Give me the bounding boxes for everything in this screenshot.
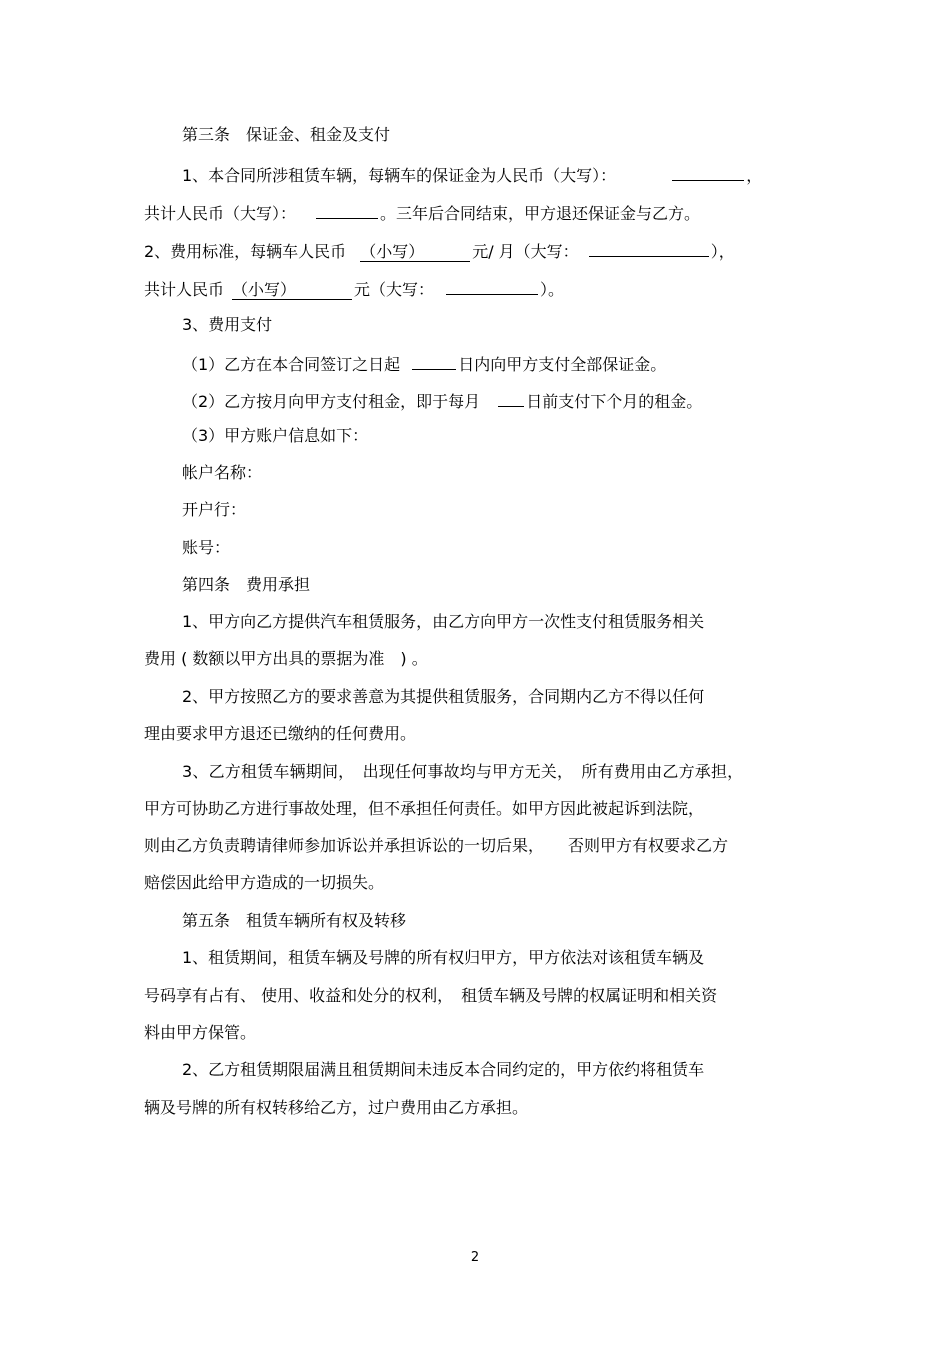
total-small-blank: （小写） <box>232 281 352 300</box>
deposit-blank-total <box>316 200 378 219</box>
article3-heading: 第三条 保证金、租金及支付 <box>182 125 391 144</box>
article3-item1-line2: 共计人民币（大写）： 。三年后合同结束，甲方退还保证金与乙方。 <box>144 200 700 222</box>
account-bank-label: 开户行： <box>182 500 247 519</box>
article5-p1-line3: 料由甲方保管。 <box>144 1023 257 1042</box>
rent-day-blank <box>498 388 524 407</box>
article3-item1-line1: 1、本合同所涉租赁车辆，每辆车的保证金为人民币（大写）： ， <box>182 162 762 184</box>
page-number: 2 <box>470 1250 480 1265</box>
article5-p2-line1: 2、乙方租赁期限届满且租赁期间未违反本合同约定的，甲方依约将租赁车 <box>182 1060 705 1079</box>
article4-heading: 第四条 费用承担 <box>182 575 311 594</box>
fee-large-blank <box>589 238 709 257</box>
article4-p1-line1: 1、甲方向乙方提供汽车租赁服务，由乙方向甲方一次性支付租赁服务相关 <box>182 612 705 631</box>
article5-p1-line1: 1、租赁期间，租赁车辆及号牌的所有权归甲方，甲方依法对该租赁车辆及 <box>182 948 705 967</box>
article4-p3-line3: 则由乙方负责聘请律师参加诉讼并承担诉讼的一切后果， 否则甲方有权要求乙方 <box>144 836 729 855</box>
payment-item-2: （2）乙方按月向甲方支付租金，即于每月 日前支付下个月的租金。 <box>182 388 702 410</box>
article3-item2-line1: 2、费用标准，每辆车人民币 （小写） 元/ 月（大写： ）， <box>144 238 735 260</box>
payment-item-3: （3）甲方账户信息如下： <box>182 426 369 445</box>
article4-p3-line4: 赔偿因此给甲方造成的一切损失。 <box>144 873 385 892</box>
article4-p2-line2: 理由要求甲方退还已缴纳的任何费用。 <box>144 724 417 743</box>
deposit-days-blank <box>412 351 456 370</box>
article5-heading: 第五条 租赁车辆所有权及转移 <box>182 911 407 930</box>
article4-p3-line1: 3、乙方租赁车辆期间， 出现任何事故均与甲方无关， 所有费用由乙方承担， <box>182 762 744 781</box>
article5-p2-line2: 辆及号牌的所有权转移给乙方，过户费用由乙方承担。 <box>144 1098 529 1117</box>
article3-item3: 3、费用支付 <box>182 315 273 334</box>
account-name-label: 帐户名称： <box>182 463 263 482</box>
account-number-label: 账号： <box>182 538 231 557</box>
article4-p1-line2: 费用 ( 数额以甲方出具的票据为准 ) 。 <box>144 649 428 668</box>
article4-p2-line1: 2、甲方按照乙方的要求善意为其提供租赁服务，合同期内乙方不得以任何 <box>182 687 705 706</box>
payment-item-1: （1）乙方在本合同签订之日起 日内向甲方支付全部保证金。 <box>182 351 666 373</box>
fee-small-blank: （小写） <box>360 243 470 262</box>
deposit-blank-per-car <box>672 162 744 181</box>
article5-p1-line2: 号码享有占有、 使用、收益和处分的权利， 租赁车辆及号牌的权属证明和相关资 <box>144 986 718 1005</box>
article3-item2-line2: 共计人民币 （小写） 元（大写： ）。 <box>144 276 564 298</box>
article4-p3-line2: 甲方可协助乙方进行事故处理，但不承担任何责任。如甲方因此被起诉到法院， <box>144 799 705 818</box>
total-large-blank <box>446 276 538 295</box>
